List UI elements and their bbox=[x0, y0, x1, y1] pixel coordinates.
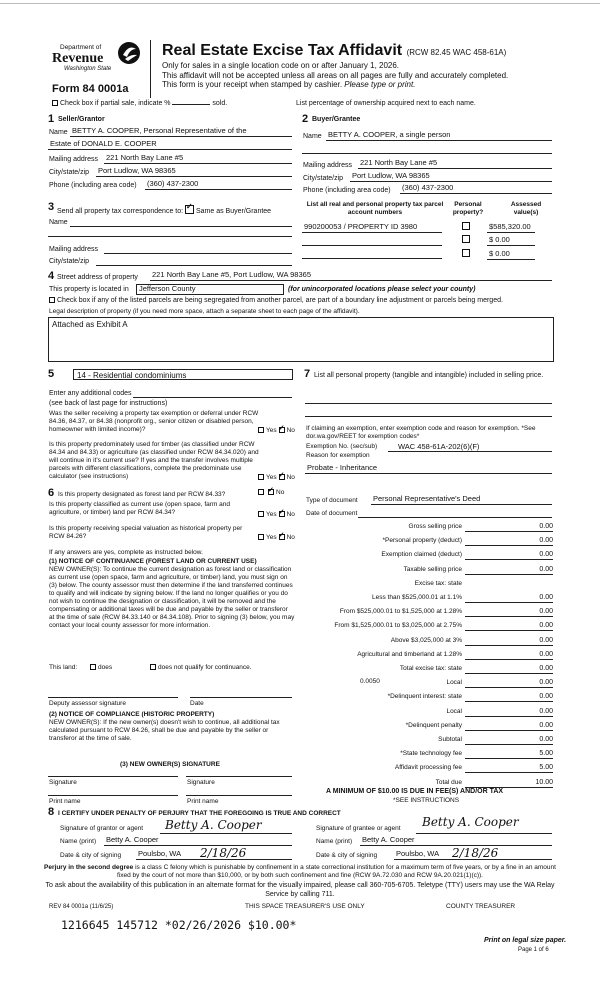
timber-yes-checkbox[interactable] bbox=[258, 474, 264, 480]
assessed-line-1 bbox=[487, 232, 535, 233]
street-address-line bbox=[150, 280, 552, 281]
section-4-number: 4 bbox=[48, 270, 55, 282]
buyer-name-line-2 bbox=[302, 153, 552, 154]
notice-compliance-heading: (2) NOTICE OF COMPLIANCE (HISTORIC PROPERTY) bbox=[49, 711, 215, 718]
street-address-value[interactable]: 221 North Bay Lane #5, Port Ludlow, WA 98365 bbox=[152, 270, 311, 279]
calc-value[interactable]: 10.00 bbox=[535, 779, 553, 786]
does-not-option bbox=[150, 664, 270, 672]
calc-value[interactable]: 0.00 bbox=[539, 566, 553, 573]
timber-yes-no bbox=[258, 474, 295, 482]
buyer-name-value[interactable]: BETTY A. COOPER, a single person bbox=[328, 130, 451, 139]
header-divider bbox=[150, 40, 151, 98]
logo-dept: Department of bbox=[60, 44, 102, 51]
assessed-line-2 bbox=[487, 245, 535, 246]
current-use-question: Is this property classified as current use (open space, farm and agriculture, or timber) land per RCW 84.34? bbox=[49, 501, 231, 516]
assessed-line-3 bbox=[487, 259, 535, 260]
deputy-date-label: Date bbox=[190, 700, 204, 707]
header-note-2: This affidavit will not be accepted unless all areas on all pages are fully and accurately completed. bbox=[162, 70, 509, 80]
grantee-signature-line bbox=[416, 833, 552, 834]
additional-codes-line[interactable] bbox=[133, 397, 292, 398]
no-label: No bbox=[286, 534, 295, 541]
exemption-reason-value[interactable]: Probate - Inheritance bbox=[307, 463, 378, 472]
does-not-checkbox[interactable] bbox=[150, 664, 156, 670]
buyer-phone-label: Phone (including area code) bbox=[303, 187, 391, 194]
grantor-signature[interactable]: Betty A. Cooper bbox=[165, 818, 262, 832]
personal-property-checkbox-1[interactable] bbox=[462, 222, 470, 230]
seller-phone-value[interactable]: (360) 437-2300 bbox=[147, 179, 199, 188]
deputy-signature-line[interactable] bbox=[48, 697, 178, 698]
perjury-text: is a class C felony which is punishable by confinement in a state correctional institution for a maximum term of five years, or by a fine in an amount fixed by the court of not more than $10,000, or by both such confinement and fine (RCW 9A.72.030 and RCW 9A.20.021(1)(c)). bbox=[116, 864, 556, 879]
segregated-label: Check box if any of the listed parcels are being segregated from another parcel, are part of a boundary line adjustment or parcels being merged. bbox=[57, 297, 503, 304]
seller-mailing-label: Mailing address bbox=[49, 156, 99, 163]
grantor-signature-line bbox=[160, 833, 292, 834]
page-number: Page 1 of 6 bbox=[518, 947, 549, 953]
new-owner-signature-line-1[interactable] bbox=[48, 776, 178, 777]
calc-label: *Delinquent penalty bbox=[405, 722, 462, 729]
calc-label: Excise tax: state bbox=[414, 580, 462, 587]
calc-value[interactable]: 0.00 bbox=[539, 736, 553, 743]
seller-name-value[interactable]: BETTY A. COOPER, Personal Representative of the bbox=[72, 126, 247, 135]
grantor-date-label: Date & city of signing bbox=[60, 852, 122, 859]
calc-value[interactable]: 0.00 bbox=[539, 708, 553, 715]
yes-label: Yes bbox=[266, 511, 277, 518]
county-treasurer-label: COUNTY TREASURER bbox=[446, 903, 516, 910]
grantor-signature-label: Signature of grantor or agent bbox=[60, 825, 144, 832]
revision-label: REV 84 0001a (11/6/25) bbox=[49, 904, 114, 910]
calc-label: Gross selling price bbox=[408, 523, 462, 530]
calc-label: Taxable selling price bbox=[403, 566, 462, 573]
buyer-phone-value[interactable]: (360) 437-2300 bbox=[402, 183, 454, 192]
buyer-mailing-label: Mailing address bbox=[303, 162, 353, 169]
exemption-reason-label: Reason for exemption bbox=[306, 452, 370, 459]
section-6-number: 6 bbox=[48, 487, 55, 499]
assessed-value-2[interactable]: $ 0.00 bbox=[489, 235, 510, 244]
seller-city-value[interactable]: Port Ludlow, WA 98365 bbox=[98, 166, 176, 175]
historic-no-checkbox[interactable]: ✓ bbox=[278, 532, 285, 539]
partial-sale-checkbox[interactable] bbox=[52, 100, 58, 106]
document-type-label: Type of document bbox=[306, 497, 358, 504]
form-rcw: (RCW 82.45 WAC 458-61A) bbox=[406, 48, 507, 57]
calc-value[interactable]: 0.00 bbox=[539, 608, 553, 615]
located-in-label: This property is located in bbox=[49, 286, 129, 293]
land-use-code-select[interactable]: 14 - Residential condominiums bbox=[73, 369, 293, 380]
assessed-value-1[interactable]: $585,320.00 bbox=[489, 222, 531, 231]
form-title: Real Estate Excise Tax Affidavit bbox=[162, 42, 403, 59]
calc-value[interactable]: 0.00 bbox=[539, 523, 553, 530]
perjury-notice bbox=[40, 864, 560, 880]
calc-value[interactable]: 0.00 bbox=[539, 537, 553, 544]
current-use-no-checkbox[interactable]: ✓ bbox=[278, 509, 285, 516]
section-8-number: 8 bbox=[48, 806, 55, 818]
new-owner-signature-heading: (3) NEW OWNER(S) SIGNATURE bbox=[120, 761, 220, 768]
exemption-no-value[interactable]: WAC 458-61A-202(6)(F) bbox=[398, 442, 480, 451]
grantor-city-value[interactable]: Poulsbo, WA bbox=[138, 849, 182, 858]
correspondence-city-label: City/state/zip bbox=[49, 258, 90, 265]
forest-yes-checkbox[interactable] bbox=[258, 489, 264, 495]
yes-label: Yes bbox=[266, 534, 277, 541]
parcel-col-header: List all real and personal property tax parcel account numbers bbox=[306, 201, 444, 216]
historic-yes-checkbox[interactable] bbox=[258, 534, 264, 540]
additional-codes-note: (see back of last page for instructions) bbox=[49, 400, 168, 407]
section-3-label: Send all property tax correspondence to: bbox=[57, 208, 184, 215]
notice-compliance-text: NEW OWNER(S): If the new owner(s) doesn't wish to continue, all additional tax calculated pursuant to RCW 84.26, shall be due and payable by the seller or transferor at the time of sale. bbox=[49, 719, 280, 742]
grantor-date-line bbox=[136, 859, 292, 860]
calc-label: Exemption claimed (deduct) bbox=[381, 551, 462, 558]
treasurer-use-label: THIS SPACE TREASURER'S USE ONLY bbox=[245, 903, 365, 910]
grantor-name-label: Name (print) bbox=[60, 838, 97, 845]
exemption-reason-line bbox=[305, 473, 552, 474]
calc-label: *State technology fee bbox=[400, 750, 462, 757]
signature-label-2: Signature bbox=[187, 779, 215, 786]
forest-no-checkbox[interactable]: ✓ bbox=[268, 487, 274, 494]
header-note-3-italic: Please type or print. bbox=[344, 80, 416, 89]
exemption-yes-no bbox=[258, 427, 295, 435]
calc-label: Less than $525,000.01 at 1.1% bbox=[372, 594, 462, 601]
document-date-line[interactable] bbox=[358, 517, 552, 518]
correspondence-name-label: Name bbox=[49, 219, 68, 226]
legal-description-value: Attached as Exhibit A bbox=[52, 320, 128, 329]
personal-property-label: List all personal property (tangible and intangible) included in selling price. bbox=[314, 372, 544, 379]
buyer-mailing-line bbox=[358, 168, 552, 169]
see-instructions-note: *SEE INSTRUCTIONS bbox=[393, 797, 460, 804]
county-select[interactable]: Jefferson County bbox=[136, 284, 284, 295]
seller-city-label: City/state/zip bbox=[49, 169, 90, 176]
same-as-buyer-checkbox[interactable]: ✓ bbox=[185, 205, 194, 214]
legal-paper-note: Print on legal size paper. bbox=[484, 937, 567, 944]
calc-label: Agricultural and timberland at 1.28% bbox=[357, 651, 462, 658]
current-use-yes-no bbox=[258, 511, 295, 519]
grantee-signature[interactable]: Betty A. Cooper bbox=[422, 815, 519, 829]
buyer-mailing-value[interactable]: 221 North Bay Lane #5 bbox=[360, 158, 438, 167]
calc-label: Subtotal bbox=[438, 736, 462, 743]
personal-property-col-header: Personal property? bbox=[452, 201, 484, 216]
does-option bbox=[90, 664, 112, 672]
section-7-number: 7 bbox=[304, 368, 311, 380]
exemption-no-line bbox=[388, 451, 552, 452]
does-checkbox[interactable] bbox=[90, 664, 96, 670]
new-owner-signature-line-2[interactable] bbox=[186, 776, 292, 777]
timber-no-checkbox[interactable]: ✓ bbox=[278, 472, 285, 479]
grantee-name-value[interactable]: Betty A. Cooper bbox=[362, 835, 415, 844]
seller-city-line bbox=[96, 176, 292, 177]
exemption-yes-checkbox[interactable] bbox=[258, 427, 264, 433]
calc-value[interactable]: 0.00 bbox=[539, 551, 553, 558]
logo-state: Washington State bbox=[64, 66, 112, 72]
buyer-name-label: Name bbox=[303, 133, 322, 140]
signature-label-1: Signature bbox=[49, 779, 77, 786]
exemption-no-label: Exemption No. (sec/sub) bbox=[306, 443, 378, 450]
seller-name-value-2[interactable]: Estate of DONALD E. COOPER bbox=[50, 139, 157, 148]
calc-value[interactable]: 0.00 bbox=[539, 594, 553, 601]
calc-label: Total excise tax: state bbox=[399, 665, 462, 672]
calc-value[interactable]: 0.00 bbox=[539, 637, 553, 644]
forest-yes-no bbox=[258, 489, 284, 497]
calc-label: From $1,525,000.01 to $3,025,000 at 2.75% bbox=[334, 622, 462, 629]
calc-value[interactable]: 0.00 bbox=[539, 622, 553, 629]
form-number: Form 84 0001a bbox=[52, 83, 129, 95]
calc-label: Above $3,025,000 at 3% bbox=[390, 637, 462, 644]
personal-property-checkbox-3[interactable] bbox=[462, 249, 470, 257]
header-notes bbox=[162, 61, 582, 90]
segregated-checkbox[interactable] bbox=[49, 297, 55, 303]
calc-label: *Delinquent interest: state bbox=[387, 693, 462, 700]
calc-label: From $525,000.01 to $1,525,000 at 1.28% bbox=[339, 608, 462, 615]
calc-label: Local bbox=[446, 708, 462, 715]
yes-label: Yes bbox=[266, 427, 277, 434]
grantor-name-value[interactable]: Betty A. Cooper bbox=[106, 835, 159, 844]
calc-value[interactable]: 5.00 bbox=[539, 764, 553, 771]
seller-name-label: Name bbox=[49, 129, 68, 136]
deputy-signature-label: Deputy assessor signature bbox=[49, 700, 126, 707]
calc-label: *Personal property (deduct) bbox=[382, 537, 462, 544]
calc-value[interactable]: 0.00 bbox=[539, 651, 553, 658]
partial-sale-label: Check box if partial sale, indicate % bbox=[60, 100, 171, 107]
assessed-value-3[interactable]: $ 0.00 bbox=[489, 249, 510, 258]
revenue-seal-icon bbox=[116, 40, 142, 66]
document-type-value[interactable]: Personal Representative's Deed bbox=[373, 494, 481, 503]
buyer-city-value[interactable]: Port Ludlow, WA 98365 bbox=[352, 171, 430, 180]
grantee-date-value[interactable]: 2/18/26 bbox=[452, 846, 499, 860]
grantee-name-label: Name (print) bbox=[316, 838, 353, 845]
historic-question: Is this property receiving special valuation as historical property per RCW 84.26? bbox=[49, 525, 243, 540]
personal-property-line-1[interactable] bbox=[305, 403, 552, 404]
this-land-label: This land: bbox=[49, 664, 78, 671]
calc-value[interactable]: 0.00 bbox=[539, 693, 553, 700]
buyer-phone-line bbox=[400, 193, 552, 194]
grantor-name-line bbox=[104, 845, 292, 846]
legal-description-box[interactable] bbox=[48, 317, 554, 362]
personal-property-line-2[interactable] bbox=[305, 416, 552, 417]
additional-codes-label: Enter any additional codes bbox=[49, 390, 132, 397]
document-type-line bbox=[371, 504, 552, 505]
buyer-city-line bbox=[350, 181, 552, 182]
correspondence-city-line[interactable] bbox=[96, 265, 292, 266]
same-as-buyer-label: Same as Buyer/Grantee bbox=[195, 208, 272, 215]
grantee-date-label: Date & city of signing bbox=[316, 852, 378, 859]
print-name-label-1: Print name bbox=[49, 798, 81, 805]
grantee-city-value[interactable]: Poulsbo, WA bbox=[396, 849, 440, 858]
seller-phone-line bbox=[145, 189, 292, 190]
new-owner-print-line-1[interactable] bbox=[48, 795, 178, 796]
legal-description-label: Legal description of property (if you need more space, attach a separate sheet to each page of the affidavit). bbox=[49, 308, 360, 315]
assessed-value-col-header: Assessed value(s) bbox=[510, 201, 542, 216]
seller-mailing-line bbox=[104, 163, 292, 164]
buyer-name-line bbox=[326, 140, 552, 141]
timber-question: Is this property predominately used for timber (as classified under RCW 84.34 and 84.33) or agriculture (as classified under RCW 84.34.020) and will continue in it's current use? If yes and the transfer involves multiple parcels with different classifications, complete the predominate use calculator (see instructions) bbox=[49, 441, 259, 480]
does-not-label: does not qualify for continuance. bbox=[158, 664, 252, 671]
seller-name-line-2 bbox=[48, 149, 292, 150]
yes-label: Yes bbox=[266, 474, 277, 481]
parcel-line-3[interactable] bbox=[302, 258, 442, 259]
segregated-row bbox=[49, 297, 559, 306]
correspondence-mailing-line[interactable] bbox=[104, 253, 292, 254]
if-yes-instructions: If any answers are yes, complete as instructed below. bbox=[49, 549, 203, 556]
calc-value[interactable]: 0.00 bbox=[539, 722, 553, 729]
section-3-number: 3 bbox=[48, 201, 55, 213]
exemption-instructions: If claiming an exemption, enter exemption code and reason for exemption. *See dor.wa.gov/REET for exemption codes* bbox=[306, 425, 536, 440]
buyer-heading: Buyer/Grantee bbox=[312, 116, 361, 123]
grantee-signature-label: Signature of grantee or agent bbox=[316, 825, 401, 832]
dor-logo bbox=[52, 44, 144, 74]
section-2-number: 2 bbox=[302, 113, 309, 125]
seller-mailing-value[interactable]: 221 North Bay Lane #5 bbox=[106, 153, 184, 162]
grantor-date-value[interactable]: 2/18/26 bbox=[200, 846, 247, 860]
certify-statement: I CERTIFY UNDER PENALTY OF PERJURY THAT THE FOREGOING IS TRUE AND CORRECT bbox=[58, 810, 341, 817]
treasurer-stamp: 1216645 145712 *02/26/2026 $10.00* bbox=[61, 918, 297, 932]
grantee-date-line bbox=[394, 859, 552, 860]
calc-value[interactable]: 0.00 bbox=[539, 665, 553, 672]
section-3-label-row bbox=[57, 202, 272, 217]
no-label: No bbox=[286, 511, 295, 518]
correspondence-name-line[interactable] bbox=[70, 226, 292, 227]
document-date-label: Date of document bbox=[306, 510, 358, 517]
new-owner-print-line-2[interactable] bbox=[186, 795, 292, 796]
parcel-line-2[interactable] bbox=[302, 245, 442, 246]
calc-value[interactable]: 5.00 bbox=[539, 750, 553, 757]
seller-heading: Seller/Grantor bbox=[58, 116, 105, 123]
top-edge bbox=[0, 0, 600, 4]
partial-percent-field[interactable] bbox=[172, 104, 210, 105]
no-label: No bbox=[286, 474, 295, 481]
parcel-account-1[interactable]: 990200053 / PROPERTY ID 3980 bbox=[304, 222, 418, 231]
historic-yes-no bbox=[258, 534, 295, 542]
personal-property-checkbox-2[interactable] bbox=[462, 235, 470, 243]
seller-name-line bbox=[70, 136, 292, 137]
forest-land-question: Is this property designated as forest land per RCW 84.33? bbox=[58, 491, 226, 498]
correspondence-mailing-label: Mailing address bbox=[49, 246, 99, 253]
partial-sale-row bbox=[52, 100, 227, 109]
no-label: No bbox=[276, 489, 285, 496]
buyer-city-label: City/state/zip bbox=[303, 175, 344, 182]
header-note-1: Only for sales in a single location code on or after January 1, 2026. bbox=[162, 61, 400, 70]
header-note-3: This form is your receipt when stamped by cashier. bbox=[162, 80, 345, 89]
does-label: does bbox=[98, 664, 113, 671]
alternate-format-notice: To ask about the availability of this publication in an alternate format for the visually impaired, please call 360-705-6705. Teletype (TTY) users may use the WA Relay Service by calling 711. bbox=[45, 882, 555, 898]
ownership-note: List percentage of ownership acquired next to each name. bbox=[296, 100, 476, 107]
print-name-label-2: Print name bbox=[187, 798, 219, 805]
notice-continuance-text: NEW OWNER(S): To continue the current designation as forest land or classification as current use (open space, farm and agriculture, or timber) land, you must sign on (3) below. The county assessor must then determine if the land transferred continues to qualify and will indicate by signing below. If the land no longer qualifies or you do not wish to continue the designation or classification, it will be removed and the compensating or additional taxes will be due and payable by the seller or transferor at the time of sale (RCW 84.33.140 or 84.34.108). Prior to signing (3) below, you may contact your local county assessor for more information. bbox=[49, 566, 295, 629]
calc-value[interactable]: 0.00 bbox=[539, 679, 553, 686]
unincorporated-note: (for unincorporated locations please select your county) bbox=[288, 286, 476, 293]
partial-sold-label: sold. bbox=[212, 100, 228, 107]
parcel-line-1 bbox=[302, 232, 442, 233]
calc-label: Local bbox=[446, 679, 462, 686]
exemption-question: Was the seller receiving a property tax exemption or deferral under RCW 84.36, 84.37, or 84.38 (nonprofit org., senior citizen or disabled person, homeowner with limited income)? bbox=[49, 410, 259, 433]
perjury-bold: Perjury in the second degree bbox=[44, 864, 134, 871]
deputy-date-line[interactable] bbox=[190, 697, 292, 698]
form-title-block bbox=[162, 42, 582, 60]
notice-continuance-heading: (1) NOTICE OF CONTINUANCE (FOREST LAND OR CURRENT USE) bbox=[49, 558, 257, 565]
calc-label: Total due bbox=[435, 779, 462, 786]
street-address-label: Street address of property bbox=[57, 274, 138, 281]
local-rate-value: 0.0050 bbox=[360, 678, 380, 685]
exemption-no-checkbox[interactable]: ✓ bbox=[278, 425, 285, 432]
section-1-number: 1 bbox=[48, 113, 55, 125]
current-use-yes-checkbox[interactable] bbox=[258, 511, 264, 517]
calc-label: Affidavit processing fee bbox=[394, 764, 462, 771]
logo-agency: Revenue bbox=[52, 51, 104, 66]
no-label: No bbox=[286, 427, 295, 434]
section-5-number: 5 bbox=[48, 368, 55, 380]
seller-phone-label: Phone (including area code) bbox=[49, 182, 137, 189]
correspondence-name-line-2[interactable] bbox=[48, 236, 292, 237]
minimum-due-notice: A MINIMUM OF $10.00 IS DUE IN FEE(S) AND/OR TAX bbox=[326, 788, 504, 795]
